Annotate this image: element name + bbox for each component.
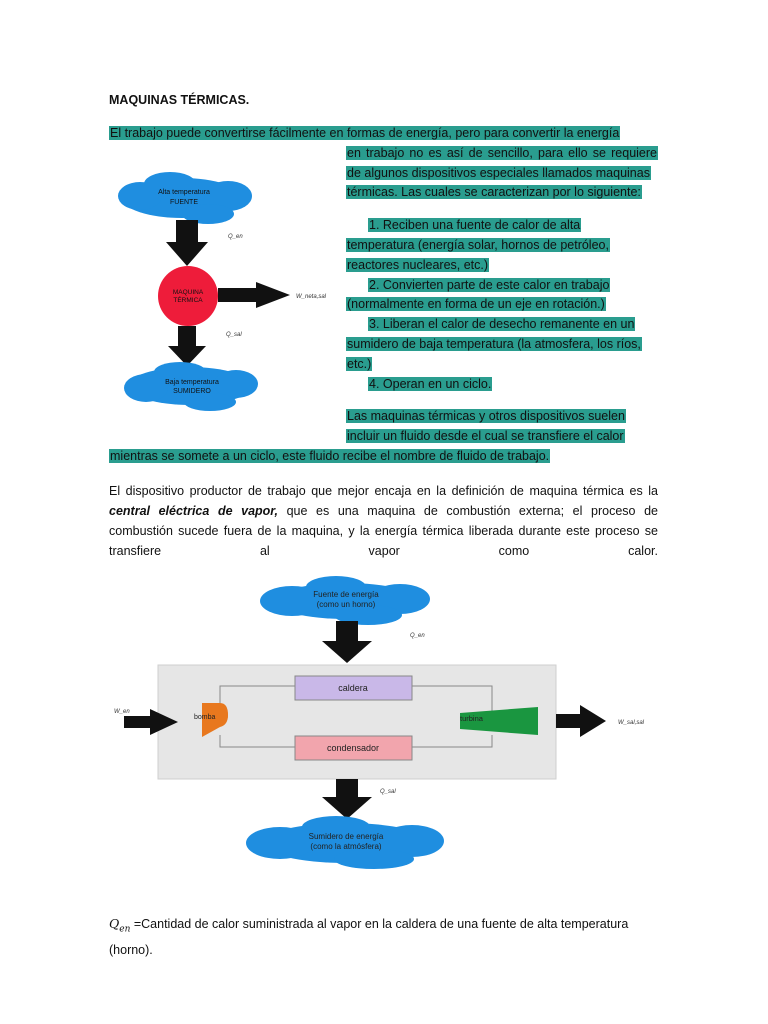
equals-sign: = bbox=[130, 917, 142, 931]
highlight-line: El trabajo puede convertirse fácilmente en formas de energía, pero para convertir la energía bbox=[110, 126, 620, 140]
highlight-line: en trabajo no es así de sencillo, para ello se requiere bbox=[347, 146, 657, 160]
definition-text: Cantidad de calor suministrada al vapor en la caldera de una fuente de alta temperatura bbox=[141, 917, 629, 931]
q-in-arrow bbox=[322, 621, 372, 663]
engine-circle bbox=[158, 266, 218, 326]
w-in-label: W_en bbox=[114, 709, 130, 715]
w-out-label: W_neta,sal bbox=[296, 294, 327, 300]
list-item: 4. Operan en un ciclo. bbox=[369, 377, 492, 391]
list-item-cont: reactores nucleares, etc.) bbox=[347, 258, 489, 272]
sink-label-1: Baja temperatura bbox=[165, 379, 219, 386]
paragraph-line: central eléctrica de vapor, que es una maquina de combustión externa; el proceso de bbox=[109, 504, 659, 518]
source-label-1: Alta temperatura bbox=[158, 189, 210, 196]
boiler-label: caldera bbox=[338, 683, 368, 693]
emphasis-term: central eléctrica de vapor, bbox=[109, 504, 278, 518]
engine-label-1: MAQUINA bbox=[172, 289, 204, 296]
q-out-arrow bbox=[168, 326, 206, 366]
condenser-label: condensador bbox=[326, 743, 380, 753]
highlight-line: de algunos dispositivos especiales llamados maquinas bbox=[347, 166, 650, 180]
q-in-label: Q_en bbox=[228, 234, 243, 240]
list-item-cont: sumidero de baja temperatura (la atmosfera, los ríos, bbox=[347, 337, 641, 351]
paragraph-line: El dispositivo productor de trabajo que mejor encaja en la definición de maquina térmica es la bbox=[109, 484, 658, 498]
source-label-2: FUENTE bbox=[170, 199, 198, 206]
definition-line: (horno). bbox=[109, 942, 153, 957]
highlight-line: térmicas. Las cuales se caracterizan por lo siguiente: bbox=[347, 185, 641, 199]
list-item-cont: (normalmente en forma de un eje en rotación.) bbox=[347, 297, 605, 311]
source-cloud bbox=[118, 172, 252, 224]
highlight-line: incluir un fluido desde el cual se transfiere el calor bbox=[347, 429, 624, 443]
engine-label-2: TÉRMICA bbox=[173, 297, 203, 304]
list-item-cont: temperatura (energía solar, hornos de petróleo, bbox=[347, 238, 609, 252]
q-in-label: Q_en bbox=[410, 633, 425, 639]
pump-label: bomba bbox=[194, 714, 216, 721]
q-out-arrow bbox=[322, 779, 372, 819]
energy-source-label-2: (como un horno) bbox=[316, 600, 376, 609]
q-out-label: Q_sal bbox=[226, 332, 242, 338]
heat-engine-diagram bbox=[110, 170, 332, 420]
page-title: MAQUINAS TÉRMICAS. bbox=[109, 93, 250, 107]
turbine-label: turbina bbox=[460, 714, 483, 723]
list-item: 3. Liberan el calor de desecho remanente en un bbox=[369, 317, 635, 331]
list-item-cont: etc.) bbox=[347, 357, 372, 371]
energy-sink-label-1: Sumidero de energía bbox=[308, 832, 384, 841]
steam-plant-diagram bbox=[110, 575, 645, 880]
body-paragraph bbox=[109, 481, 658, 561]
energy-sink-cloud bbox=[246, 816, 444, 869]
energy-sink-label-2: (como la atmósfera) bbox=[310, 842, 382, 851]
q-symbol: Q bbox=[109, 916, 120, 931]
energy-source-label-1: Fuente de energía bbox=[313, 590, 379, 599]
w-out-label: W_sal,sal bbox=[618, 720, 645, 726]
definition-paragraph bbox=[109, 914, 658, 960]
energy-source-cloud bbox=[260, 576, 430, 625]
list-item: 2. Convierten parte de este calor en trabajo bbox=[369, 278, 610, 292]
sink-label-2: SUMIDERO bbox=[173, 388, 211, 395]
highlight-line: Las maquinas térmicas y otros dispositivos suelen bbox=[347, 409, 625, 423]
paragraph-line: combustión sucede fuera de la maquina, y la energía térmica liberada durante este proceso se bbox=[109, 524, 658, 538]
q-subscript: en bbox=[119, 924, 131, 935]
paragraph-line: transfiere al vapor como calor. bbox=[109, 544, 658, 558]
q-out-label: Q_sal bbox=[380, 789, 396, 795]
highlight-line: mientras se somete a un ciclo, este fluido recibe el nombre de fluido de trabajo. bbox=[110, 449, 550, 463]
list-item: 1. Reciben una fuente de calor de alta bbox=[369, 218, 581, 232]
sink-cloud bbox=[124, 362, 258, 411]
definition-line bbox=[109, 914, 658, 940]
q-in-arrow bbox=[166, 220, 208, 266]
w-out-arrow bbox=[556, 705, 606, 737]
w-out-arrow bbox=[218, 282, 290, 308]
